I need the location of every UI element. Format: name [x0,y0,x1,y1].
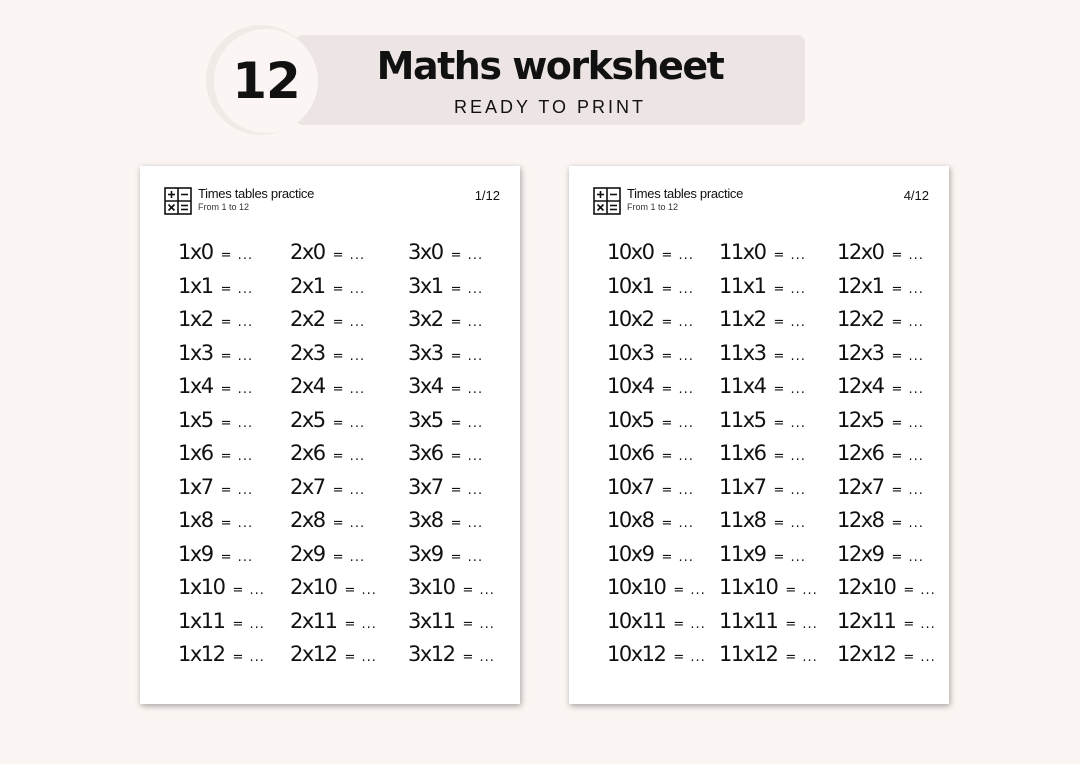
sheet-page-number: 1/12 [474,188,500,203]
answer-blank: = ... [220,315,254,330]
answer-blank: = ... [462,583,495,598]
problem-expression: 3x4 [408,374,443,398]
problem-item [178,575,265,605]
answer-blank: = ... [673,616,706,632]
answer-blank: = ... [661,482,694,498]
problem-expression: 1x9 [178,541,213,566]
problem-item [408,408,483,438]
answer-blank: = ... [891,415,924,431]
answer-blank: = ... [220,281,254,297]
answer-blank: = ... [773,449,806,464]
answer-blank: = ... [661,248,694,263]
problem-item [719,642,818,672]
problem-expression: 3x6 [408,441,443,465]
answer-blank: = ... [661,516,694,531]
problem-expression: 3x12 [408,642,455,666]
problem-expression: 2x0 [290,240,325,264]
answer-blank: = ... [220,415,254,431]
problem-item [607,240,694,270]
problem-expression: 10x3 [607,340,654,365]
problem-expression: 1x4 [178,374,213,398]
problem-expression: 12x1 [837,273,884,298]
problem-expression: 2x4 [290,374,325,398]
problem-item [719,274,806,304]
problem-item [837,307,924,337]
problem-item [290,307,365,337]
answer-blank: = ... [220,516,254,531]
answer-blank: = ... [773,382,806,397]
sheet-subtitle: From 1 to 12 [198,202,250,212]
problem-expression: 12x11 [837,608,896,633]
answer-blank: = ... [773,281,806,297]
problem-item [178,508,253,538]
problem-item [719,609,818,639]
problem-item [719,374,806,404]
problem-expression: 1x11 [178,608,225,633]
problem-expression: 2x2 [290,307,325,331]
answer-blank: = ... [220,449,254,464]
problem-item [178,240,253,270]
sheet-subtitle: From 1 to 12 [627,202,679,212]
answer-blank: = ... [450,382,484,397]
answer-blank: = ... [903,650,936,665]
answer-blank: = ... [332,315,366,330]
answer-blank: = ... [332,348,366,364]
answer-blank: = ... [773,415,806,431]
problem-expression: 10x4 [607,374,654,398]
problem-expression: 1x8 [178,508,213,532]
problem-item [607,642,706,672]
problem-item [408,240,483,270]
problem-expression: 3x2 [408,307,443,331]
problem-expression: 10x7 [607,474,654,499]
problem-item [607,475,694,505]
answer-blank: = ... [773,516,806,531]
problem-item [408,441,483,471]
problem-item [290,374,365,404]
problem-expression: 12x12 [837,642,896,666]
answer-blank: = ... [891,348,924,364]
problem-expression: 10x8 [607,508,654,532]
problem-expression: 10x11 [607,608,666,633]
problem-expression: 1x12 [178,642,225,666]
math-operators-icon [593,187,621,215]
problem-item [719,341,806,371]
problem-item [408,274,483,304]
problem-expression: 10x10 [607,575,666,599]
answer-blank: = ... [232,650,265,665]
problem-expression: 10x1 [607,273,654,298]
answer-blank: = ... [903,583,936,598]
problem-item [290,508,365,538]
page-subtitle: READY TO PRINT [453,97,647,117]
problem-expression: 2x8 [290,508,325,532]
answer-blank: = ... [891,449,924,464]
problem-expression: 10x12 [607,642,666,666]
answer-blank: = ... [661,415,694,431]
problem-item [607,609,706,639]
answer-blank: = ... [332,281,366,297]
problem-item [290,441,365,471]
problem-expression: 1x7 [178,474,213,499]
problem-item [837,508,924,538]
problem-expression: 1x2 [178,307,213,331]
problem-item [837,441,924,471]
problem-item [607,408,694,438]
answer-blank: = ... [891,315,924,330]
problem-item [178,475,253,505]
answer-blank: = ... [462,616,495,632]
problem-item [290,274,365,304]
problem-expression: 11x4 [719,374,766,398]
problem-expression: 2x5 [290,407,325,432]
answer-blank: = ... [773,482,806,498]
problem-expression: 11x9 [719,541,766,566]
problem-expression: 12x2 [837,307,884,331]
problem-item [290,341,365,371]
problem-expression: 1x3 [178,340,213,365]
answer-blank: = ... [661,315,694,330]
problem-expression: 2x7 [290,474,325,499]
answer-blank: = ... [332,549,366,565]
problem-expression: 12x3 [837,340,884,365]
answer-blank: = ... [344,616,377,632]
answer-blank: = ... [332,516,366,531]
answer-blank: = ... [785,616,818,632]
answer-blank: = ... [773,549,806,565]
problem-expression: 11x1 [719,273,766,298]
problem-expression: 2x11 [290,608,337,633]
problem-expression: 10x9 [607,541,654,566]
answer-blank: = ... [220,348,254,364]
problem-item [837,642,936,672]
problem-item [408,542,483,572]
answer-blank: = ... [891,549,924,565]
answer-blank: = ... [332,415,366,431]
problem-expression: 2x6 [290,441,325,465]
problem-expression: 10x0 [607,240,654,264]
answer-blank: = ... [332,382,366,397]
answer-blank: = ... [661,382,694,397]
problem-item [408,609,495,639]
problem-expression: 12x6 [837,441,884,465]
answer-blank: = ... [773,248,806,263]
problem-item [178,341,253,371]
problem-item [607,508,694,538]
problem-item [719,240,806,270]
problem-item [837,475,924,505]
problem-expression: 11x5 [719,407,766,432]
answer-blank: = ... [344,650,377,665]
problem-expression: 3x1 [408,273,443,298]
problem-item [408,575,495,605]
problem-expression: 2x9 [290,541,325,566]
answer-blank: = ... [332,449,366,464]
problem-item [607,274,694,304]
problem-item [607,341,694,371]
problem-item [607,374,694,404]
count-badge: 12 [214,29,318,133]
problem-expression: 1x5 [178,407,213,432]
problem-expression: 11x10 [719,575,778,599]
problem-expression: 12x4 [837,374,884,398]
problem-expression: 11x2 [719,307,766,331]
answer-blank: = ... [220,482,254,498]
answer-blank: = ... [332,482,366,498]
problem-item [719,408,806,438]
problem-expression: 11x11 [719,608,778,633]
problem-item [719,508,806,538]
answer-blank: = ... [661,348,694,364]
problem-item [290,475,365,505]
problem-item [408,341,483,371]
answer-blank: = ... [450,315,484,330]
problem-item [178,374,253,404]
answer-blank: = ... [220,549,254,565]
problem-expression: 3x8 [408,508,443,532]
problem-item [719,575,818,605]
problem-item [178,609,265,639]
answer-blank: = ... [903,616,936,632]
answer-blank: = ... [891,281,924,297]
answer-blank: = ... [785,650,818,665]
problem-item [178,408,253,438]
problem-item [178,542,253,572]
answer-blank: = ... [661,549,694,565]
problem-expression: 11x7 [719,474,766,499]
answer-blank: = ... [891,516,924,531]
problem-expression: 3x5 [408,407,443,432]
problem-item [719,441,806,471]
page-title: Maths worksheet [376,44,724,88]
problem-item [290,542,365,572]
problem-expression: 11x8 [719,508,766,532]
problem-item [178,307,253,337]
problem-expression: 12x10 [837,575,896,599]
worksheet-page [569,166,949,704]
problem-expression: 2x10 [290,575,337,599]
answer-blank: = ... [673,650,706,665]
problem-item [290,609,377,639]
problem-item [290,408,365,438]
problem-expression: 3x7 [408,474,443,499]
problem-expression: 3x3 [408,340,443,365]
answer-blank: = ... [220,382,254,397]
problem-expression: 2x3 [290,340,325,365]
problem-expression: 12x9 [837,541,884,566]
answer-blank: = ... [344,583,377,598]
problem-expression: 11x0 [719,240,766,264]
answer-blank: = ... [450,449,484,464]
answer-blank: = ... [232,583,265,598]
problem-expression: 12x0 [837,240,884,264]
answer-blank: = ... [450,549,484,565]
answer-blank: = ... [661,281,694,297]
problem-item [837,609,936,639]
problem-item [290,240,365,270]
problem-item [607,307,694,337]
answer-blank: = ... [891,382,924,397]
problem-expression: 1x0 [178,240,213,264]
problem-item [607,542,694,572]
answer-blank: = ... [232,616,265,632]
problem-item [290,642,377,672]
answer-blank: = ... [450,516,484,531]
problem-expression: 2x12 [290,642,337,666]
answer-blank: = ... [332,248,366,263]
math-operators-icon [164,187,192,215]
problem-item [178,642,265,672]
problem-expression: 1x10 [178,575,225,599]
problem-expression: 3x0 [408,240,443,264]
problem-expression: 10x5 [607,407,654,432]
answer-blank: = ... [450,248,484,263]
problem-expression: 12x8 [837,508,884,532]
problem-expression: 3x10 [408,575,455,599]
problem-item [408,374,483,404]
problem-item [837,374,924,404]
problem-item [719,307,806,337]
problem-item [408,642,495,672]
answer-blank: = ... [220,248,254,263]
problem-expression: 12x7 [837,474,884,499]
problem-item [837,341,924,371]
problem-expression: 11x12 [719,642,778,666]
answer-blank: = ... [661,449,694,464]
problem-item [837,240,924,270]
problem-item [178,274,253,304]
problem-item [408,508,483,538]
problem-expression: 10x2 [607,307,654,331]
problem-expression: 11x6 [719,441,766,465]
problem-expression: 12x5 [837,407,884,432]
answer-blank: = ... [450,482,484,498]
problem-item [837,542,924,572]
problem-expression: 3x9 [408,541,443,566]
problem-item [837,575,936,605]
answer-blank: = ... [891,482,924,498]
problem-expression: 11x3 [719,340,766,365]
answer-blank: = ... [785,583,818,598]
sheet-title: Times tables practice [627,186,744,201]
problem-item [607,575,706,605]
problem-expression: 10x6 [607,441,654,465]
problem-item [408,475,483,505]
problem-item [408,307,483,337]
problem-item [837,274,924,304]
problem-item [178,441,253,471]
problem-expression: 1x1 [178,273,213,298]
answer-blank: = ... [773,315,806,330]
answer-blank: = ... [450,348,484,364]
problem-expression: 3x11 [408,608,455,633]
problem-item [719,475,806,505]
answer-blank: = ... [773,348,806,364]
answer-blank: = ... [462,650,495,665]
problem-item [290,575,377,605]
answer-blank: = ... [450,415,484,431]
problem-item [837,408,924,438]
problem-item [719,542,806,572]
worksheet-page [140,166,520,704]
problem-expression: 2x1 [290,273,325,298]
problem-item [607,441,694,471]
sheet-page-number: 4/12 [903,188,929,203]
problem-expression: 1x6 [178,441,213,465]
sheet-title: Times tables practice [198,186,315,201]
answer-blank: = ... [673,583,706,598]
answer-blank: = ... [450,281,484,297]
answer-blank: = ... [891,248,924,263]
